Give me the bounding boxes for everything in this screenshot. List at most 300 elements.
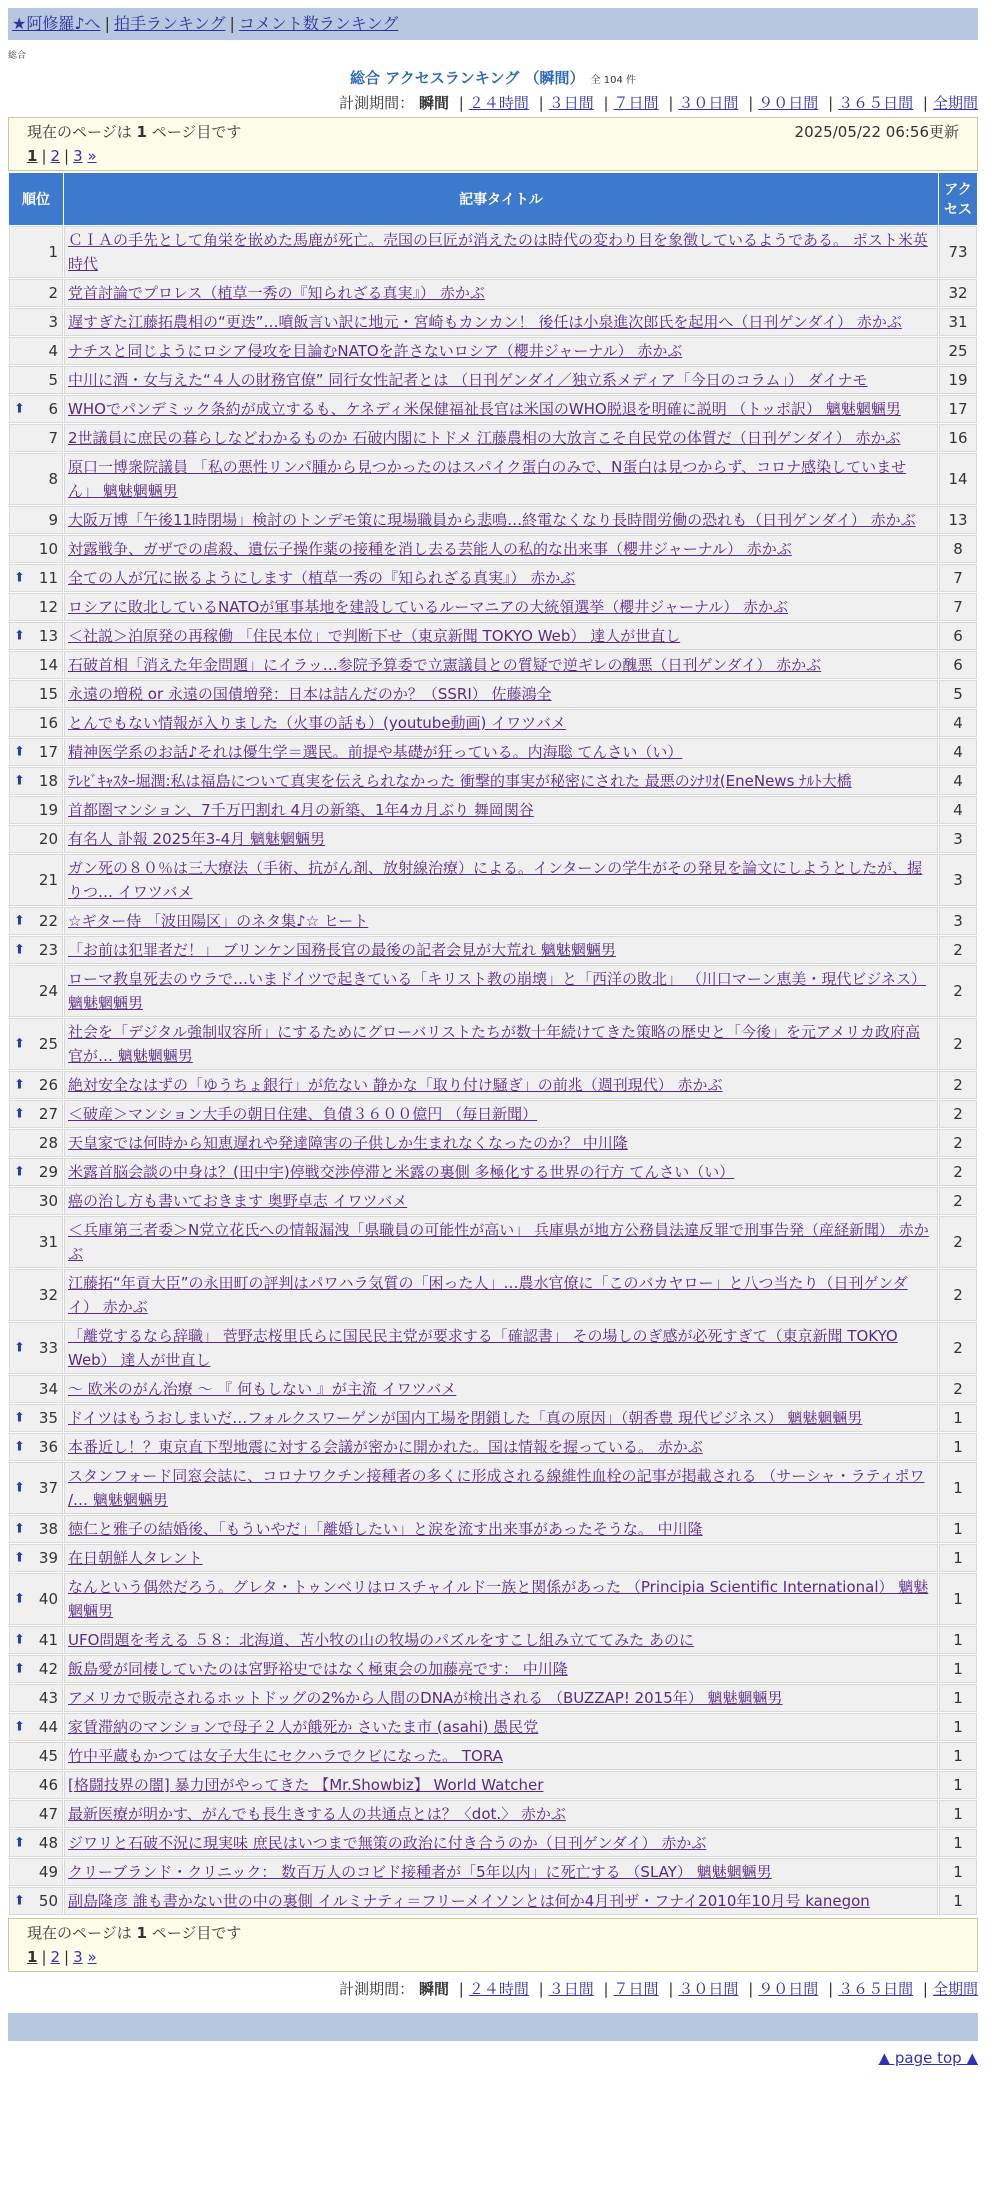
pager-page-2-bottom[interactable]: 2 xyxy=(50,1948,61,1966)
period-30d-link-bottom[interactable]: ３０日間 xyxy=(678,1980,739,1998)
updated-time: 2025/05/22 06:56更新 xyxy=(794,123,959,141)
article-link[interactable]: ローマ教皇死去のウラで…いまドイツで起きている「キリスト教の崩壊」と「西洋の敗北」 （川口マーン恵美・現代ビジネス） 魑魅魍魎男 xyxy=(68,970,926,1012)
page-title-row xyxy=(8,67,978,88)
rank-number: 28 xyxy=(38,1134,58,1152)
article-link[interactable]: アメリカで販売されるホットドッグの2%から人間のDNAが検出される （BUZZAP! 2015年） 魑魅魍魎男 xyxy=(68,1689,783,1707)
ranking-table xyxy=(8,172,978,1916)
ranking-row xyxy=(9,1100,977,1128)
ranking-row xyxy=(9,1158,977,1186)
ranking-row xyxy=(9,1269,977,1321)
access-count: 2 xyxy=(939,936,977,964)
rank-number: 7 xyxy=(48,429,58,447)
rank-cell xyxy=(9,1544,63,1572)
title-cell xyxy=(64,1800,938,1828)
ranking-row xyxy=(9,337,977,365)
rank-number: 10 xyxy=(38,540,58,558)
rank-number: 40 xyxy=(38,1590,58,1608)
article-link[interactable]: ＜破産＞マンション大手の朝日住建、負債３６００億円 （毎日新聞） xyxy=(68,1105,538,1123)
article-link[interactable]: ドイツはもうおしまいだ…フォルクスワーゲンが国内工場を閉鎖した「真の原因」（朝香豊 現代ビジネス） 魑魅魍魎男 xyxy=(68,1409,863,1427)
article-link[interactable]: 原口一博衆院議員 「私の悪性リンパ腫から見つかったのはスパイク蛋白のみで、N蛋白は見つからず、コロナ感染していません」 魑魅魍魎男 xyxy=(68,458,907,500)
access-count: 1 xyxy=(939,1713,977,1741)
rank-number: 1 xyxy=(48,243,58,261)
title-cell xyxy=(64,337,938,365)
title-cell xyxy=(64,1187,938,1215)
rank-number: 16 xyxy=(38,714,58,732)
article-link[interactable]: 竹中平蔵もかつては女子大生にセクハラでクビになった。 TORA xyxy=(68,1747,503,1765)
rank-cell xyxy=(9,1018,63,1070)
pager-page-3-bottom[interactable]: 3 xyxy=(73,1948,83,1966)
rank-number: 17 xyxy=(38,743,58,761)
rank-cell xyxy=(9,1158,63,1186)
title-cell xyxy=(64,279,938,307)
article-link[interactable]: 2世議員に庶民の暮らしなどわかるものか 石破内閣にトドメ 江藤農相の大放言こそ自民党の体質だ（日刊ゲンダイ） 赤かぶ xyxy=(68,429,901,447)
title-cell xyxy=(64,366,938,394)
access-count: 2 xyxy=(939,965,977,1017)
period-label: 計測期間： xyxy=(339,94,415,112)
ranking-row xyxy=(9,1375,977,1403)
ranking-row xyxy=(9,1829,977,1857)
article-link[interactable]: ～ 欧米のがん治療 ～ 『 何もしない 』が主流 イワツバメ xyxy=(68,1380,457,1398)
rank-cell xyxy=(9,395,63,423)
access-count: 2 xyxy=(939,1216,977,1268)
rank-cell xyxy=(9,651,63,679)
rank-up-arrow-icon: ⬆ xyxy=(14,628,25,644)
ranking-row xyxy=(9,593,977,621)
article-link[interactable]: 遅すぎた江藤拓農相の“更迭”…噴飯言い訳に地元・宮崎もカンカン！ 後任は小泉進次郎氏を起用へ（日刊ゲンダイ） 赤かぶ xyxy=(68,313,902,331)
period-365d-link[interactable]: ３６５日間 xyxy=(838,94,914,112)
access-count: 2 xyxy=(939,1187,977,1215)
article-link[interactable]: 米露首脳会談の中身は？(田中宇)停戦交渉停滞と米露の裏側 多極化する世界の行方 てんさい（い） xyxy=(68,1163,735,1181)
article-link[interactable]: ＜兵庫第三者委＞N党立花氏への情報漏洩「県職員の可能性が高い」 兵庫県が地方公務員法違反罪で刑事告発（産経新聞） 赤かぶ xyxy=(68,1221,929,1263)
rank-cell xyxy=(9,1684,63,1712)
ranking-row xyxy=(9,1626,977,1654)
rank-number: 22 xyxy=(38,912,58,930)
article-link[interactable]: 在日朝鮮人タレント xyxy=(68,1549,203,1567)
rank-cell xyxy=(9,564,63,592)
pager-next[interactable]: » xyxy=(87,147,97,165)
page-info-box-bottom xyxy=(8,1918,978,1972)
rank-number: 33 xyxy=(38,1339,58,1357)
ranking-row xyxy=(9,395,977,423)
rank-number: 14 xyxy=(38,656,58,674)
rank-cell xyxy=(9,1100,63,1128)
article-link[interactable]: スタンフォード同窓会誌に、コロナワクチン接種者の多くに形成される線維性血栓の記事が掲載される （サーシャ・ラティポワ /… 魑魅魍魎男 xyxy=(68,1467,925,1509)
rank-number: 20 xyxy=(38,830,58,848)
rank-number: 35 xyxy=(38,1409,58,1427)
rank-number: 25 xyxy=(38,1035,58,1053)
period-all-link[interactable]: 全期間 xyxy=(932,94,978,112)
ranking-row xyxy=(9,424,977,452)
title-cell xyxy=(64,1684,938,1712)
pager-next-bottom[interactable]: » xyxy=(87,1948,97,1966)
rank-number: 34 xyxy=(38,1380,58,1398)
article-link[interactable]: 対露戦争、ガザでの虐殺、遺伝子操作薬の接種を消し去る芸能人の私的な出来事（櫻井ジャーナル） 赤かぶ xyxy=(68,540,792,558)
title-cell xyxy=(64,535,938,563)
period-7d-link-bottom[interactable]: ７日間 xyxy=(613,1980,659,1998)
title-cell xyxy=(64,1713,938,1741)
rank-up-arrow-icon: ⬆ xyxy=(14,1164,25,1180)
title-cell xyxy=(64,564,938,592)
title-cell xyxy=(64,907,938,935)
ranking-row xyxy=(9,1655,977,1683)
article-link[interactable]: 江藤拓“年貢大臣”の永田町の評判はパワハラ気質の「困った人」…農水官僚に「このバカヤロー」と八つ当たり（日刊ゲンダイ） 赤かぶ xyxy=(68,1274,908,1316)
ranking-row xyxy=(9,506,977,534)
rank-cell xyxy=(9,796,63,824)
ranking-row xyxy=(9,1742,977,1770)
access-count: 7 xyxy=(939,564,977,592)
rank-cell xyxy=(9,226,63,278)
ranking-row xyxy=(9,651,977,679)
title-cell xyxy=(64,767,938,795)
access-count: 6 xyxy=(939,651,977,679)
access-count: 1 xyxy=(939,1515,977,1543)
article-link[interactable]: 中川に酒・女与えた“４人の財務官僚” 同行女性記者とは （日刊ゲンダイ／独立系メディア「今日のコラム」） ダイナモ xyxy=(68,371,868,389)
title-cell xyxy=(64,651,938,679)
rank-number: 19 xyxy=(38,801,58,819)
rank-cell xyxy=(9,279,63,307)
article-link[interactable]: 「離党するなら辞職」 菅野志桜里氏らに国民民主党が要求する「確認書」 その場しのぎ感が必死すぎて（東京新聞 TOKYO Web） 達人が世直し xyxy=(68,1327,898,1369)
page-top-link[interactable]: ▲ page top ▲ xyxy=(878,2049,978,2067)
access-count: 7 xyxy=(939,593,977,621)
pager-top: 1 | 2 | 3 » xyxy=(27,147,97,165)
ranking-row xyxy=(9,535,977,563)
title-cell xyxy=(64,1433,938,1461)
rank-cell xyxy=(9,1655,63,1683)
ranking-row xyxy=(9,366,977,394)
article-link[interactable]: 癌の治し方も書いておきます 奥野卓志 イワツバメ xyxy=(68,1192,408,1210)
article-link[interactable]: 首都圏マンション、7千万円割れ 4月の新築、1年4カ月ぶり 舞岡関谷 xyxy=(68,801,534,819)
rank-cell xyxy=(9,1462,63,1514)
ranking-row xyxy=(9,965,977,1017)
title-cell xyxy=(64,936,938,964)
title-cell xyxy=(64,622,938,650)
ranking-row xyxy=(9,796,977,824)
rank-cell xyxy=(9,593,63,621)
section-label: 総合 xyxy=(8,51,27,61)
rank-cell xyxy=(9,1375,63,1403)
rank-up-arrow-icon: ⬆ xyxy=(14,1719,25,1735)
ranking-row xyxy=(9,738,977,766)
title-cell xyxy=(64,506,938,534)
home-link[interactable]: ★阿修羅♪へ xyxy=(12,14,101,33)
rank-up-arrow-icon: ⬆ xyxy=(14,1077,25,1093)
rank-up-arrow-icon: ⬆ xyxy=(14,1340,25,1356)
rank-cell xyxy=(9,1858,63,1886)
article-link[interactable]: 大阪万博「午後11時閉場」検討のトンデモ策に現場職員から悲鳴…終電なくなり長時間労働の恐れも（日刊ゲンダイ） 赤かぶ xyxy=(68,511,916,529)
ranking-row xyxy=(9,564,977,592)
rank-number: 9 xyxy=(48,511,58,529)
rank-number: 42 xyxy=(38,1660,58,1678)
rank-up-arrow-icon: ⬆ xyxy=(14,1661,25,1677)
article-link[interactable]: 永遠の増税 or 永遠の国債増発：日本は詰んだのか？（SSRI） 佐藤鴻全 xyxy=(68,685,552,703)
rank-number: 26 xyxy=(38,1076,58,1094)
period-24h-link-bottom[interactable]: ２４時間 xyxy=(468,1980,529,1998)
ranking-row xyxy=(9,1887,977,1915)
article-link[interactable]: とんでもない情報が入りました（火事の話も）(youtube動画) イワツバメ xyxy=(68,714,566,732)
article-link[interactable]: 天皇家では何時から知恵遅れや発達障害の子供しか生まれなくなったのか？ 中川隆 xyxy=(68,1134,628,1152)
rank-cell xyxy=(9,1742,63,1770)
access-count: 1 xyxy=(939,1800,977,1828)
ranking-row xyxy=(9,1544,977,1572)
rank-header: 順位 xyxy=(9,173,63,225)
access-count: 1 xyxy=(939,1771,977,1799)
article-link[interactable]: 党首討論でプロレス（植草一秀の『知られざる真実』） 赤かぶ xyxy=(68,284,485,302)
rank-up-arrow-icon: ⬆ xyxy=(14,1550,25,1566)
title-cell xyxy=(64,1269,938,1321)
access-count: 3 xyxy=(939,907,977,935)
rank-cell xyxy=(9,366,63,394)
rank-number: 30 xyxy=(38,1192,58,1210)
rank-number: 31 xyxy=(38,1233,58,1251)
access-count: 1 xyxy=(939,1829,977,1857)
access-count: 1 xyxy=(939,1573,977,1625)
rank-number: 43 xyxy=(38,1689,58,1707)
rank-number: 12 xyxy=(38,598,58,616)
article-link[interactable]: なんという偶然だろう。グレタ・トゥンベリはロスチャイルド一族と関係があった （Principia Scientific International） 魑魅魍魎男 xyxy=(68,1578,929,1620)
article-link[interactable]: ＜社説＞泊原発の再稼働 「住民本位」で判断下せ（東京新聞 TOKYO Web） 達人が世直し xyxy=(68,627,681,645)
access-count: 14 xyxy=(939,453,977,505)
article-link[interactable]: UFO問題を考える ５８：北海道、苫小牧の山の牧場のパズルをすこし組み立ててみた あのに xyxy=(68,1631,694,1649)
article-link[interactable]: [格闘技界の闇] 暴力団がやってきた 【Mr.Showbiz】 World Watcher xyxy=(68,1776,544,1794)
ranking-row xyxy=(9,907,977,935)
period-3d-link-bottom[interactable]: ３日間 xyxy=(548,1980,594,1998)
rank-up-arrow-icon: ⬆ xyxy=(14,1439,25,1455)
access-count: 2 xyxy=(939,1100,977,1128)
rank-number: 24 xyxy=(38,982,58,1000)
page-info-box-top xyxy=(8,117,978,171)
rank-number: 50 xyxy=(38,1892,58,1910)
article-link[interactable]: 徳仁と雅子の結婚後、「もういやだ」「離婚したい」と涙を流す出来事があったそうな。 中川隆 xyxy=(68,1520,703,1538)
title-cell xyxy=(64,1100,938,1128)
rank-number: 11 xyxy=(38,569,58,587)
access-count: 32 xyxy=(939,279,977,307)
rank-cell xyxy=(9,738,63,766)
rank-number: 29 xyxy=(38,1163,58,1181)
ranking-row xyxy=(9,854,977,906)
access-count: 2 xyxy=(939,1129,977,1157)
title-cell xyxy=(64,1322,938,1374)
ranking-row xyxy=(9,1713,977,1741)
rank-number: 2 xyxy=(48,284,58,302)
ranking-row xyxy=(9,767,977,795)
access-count: 3 xyxy=(939,825,977,853)
title-cell xyxy=(64,1158,938,1186)
rank-number: 48 xyxy=(38,1834,58,1852)
access-count: 1 xyxy=(939,1404,977,1432)
access-count: 2 xyxy=(939,1018,977,1070)
article-link[interactable]: 全ての人が冗に嵌るようにします（植草一秀の『知られざる真実』） 赤かぶ xyxy=(68,569,576,587)
rank-number: 44 xyxy=(38,1718,58,1736)
access-count: 13 xyxy=(939,506,977,534)
rank-number: 36 xyxy=(38,1438,58,1456)
access-count: 4 xyxy=(939,796,977,824)
ranking-row xyxy=(9,1322,977,1374)
rank-up-arrow-icon: ⬆ xyxy=(14,773,25,789)
rank-up-arrow-icon: ⬆ xyxy=(14,913,25,929)
rank-up-arrow-icon: ⬆ xyxy=(14,1521,25,1537)
title-cell xyxy=(64,1462,938,1514)
access-count: 2 xyxy=(939,1071,977,1099)
rank-number: 47 xyxy=(38,1805,58,1823)
ranking-row xyxy=(9,453,977,505)
article-link[interactable]: ＣＩＡの手先として角栄を嵌めた馬鹿が死亡。売国の巨匠が消えたのは時代の変わり目を象徴しているようである。 ポスト米英時代 xyxy=(68,231,928,273)
rank-cell xyxy=(9,1800,63,1828)
access-count: 1 xyxy=(939,1626,977,1654)
ranking-row xyxy=(9,709,977,737)
rank-cell xyxy=(9,1129,63,1157)
article-link[interactable]: 精神医学系のお話♪それは優生学＝選民。前提や基礎が狂っている。内海聡 てんさい（い） xyxy=(68,743,683,761)
rank-number: 39 xyxy=(38,1549,58,1567)
article-link[interactable]: WHOでパンデミック条約が成立するも、ケネディ米保健福祉長官は米国のWHO脱退を明確に説明 （トッポ訳） 魑魅魍魎男 xyxy=(68,400,901,418)
period-current: 瞬間 xyxy=(418,94,449,112)
ranking-row xyxy=(9,1515,977,1543)
access-count: 1 xyxy=(939,1655,977,1683)
title-cell xyxy=(64,1515,938,1543)
article-link[interactable]: 絶対安全なはずの「ゆうちょ銀行」が危ない 静かな「取り付け騒ぎ」の前兆（週刊現代） 赤かぶ xyxy=(68,1076,723,1094)
title-cell xyxy=(64,1129,938,1157)
access-count: 4 xyxy=(939,709,977,737)
rank-cell xyxy=(9,424,63,452)
pager-current-page-bottom: 1 xyxy=(27,1948,38,1966)
current-page-text: 現在のページは 1 ページ目です xyxy=(27,123,242,141)
article-link[interactable]: 副島隆彦 誰も書かない世の中の裏側 イルミナティ＝フリーメイソンとは何か4月刊ザ・フナイ2010年10月号 kanegon xyxy=(68,1892,870,1910)
ranking-row xyxy=(9,1771,977,1799)
title-cell xyxy=(64,1771,938,1799)
ranking-row xyxy=(9,1216,977,1268)
title-cell xyxy=(64,1742,938,1770)
article-link[interactable]: 社会を「デジタル強制収容所」にするためにグローバリストたちが数十年続けてきた策略の歴史と「今後」を元アメリカ政府高官が… 魑魅魍魎男 xyxy=(68,1023,921,1065)
period-30d-link[interactable]: ３０日間 xyxy=(678,94,739,112)
access-count: 1 xyxy=(939,1742,977,1770)
rank-up-arrow-icon: ⬆ xyxy=(14,1591,25,1607)
rank-cell xyxy=(9,825,63,853)
rank-number: 23 xyxy=(38,941,58,959)
access-count: 5 xyxy=(939,680,977,708)
rank-number: 38 xyxy=(38,1520,58,1538)
title-cell xyxy=(64,1375,938,1403)
access-count: 3 xyxy=(939,854,977,906)
ranking-row xyxy=(9,1404,977,1432)
rank-up-arrow-icon: ⬆ xyxy=(14,570,25,586)
article-link[interactable]: ロシアに敗北しているNATOが軍事基地を建設しているルーマニアの大統領選挙（櫻井ジャーナル） 赤かぶ xyxy=(68,598,789,616)
article-link[interactable]: ジワリと石破不況に現実味 庶民はいつまで無策の政治に付き合うのか（日刊ゲンダイ） 赤かぶ xyxy=(68,1834,707,1852)
rank-cell xyxy=(9,622,63,650)
title-cell xyxy=(64,1404,938,1432)
title-header: 記事タイトル xyxy=(64,173,938,225)
ranking-row xyxy=(9,279,977,307)
rank-number: 13 xyxy=(38,627,58,645)
rank-number: 5 xyxy=(48,371,58,389)
period-90d-link[interactable]: ９０日間 xyxy=(758,94,819,112)
period-all-link-bottom[interactable]: 全期間 xyxy=(932,1980,978,1998)
pager-current-page: 1 xyxy=(27,147,38,165)
rank-cell xyxy=(9,1829,63,1857)
article-link[interactable]: ﾃﾚﾋﾞｷｬｽﾀｰ堀潤:私は福島について真実を伝えられなかった 衝撃的事実が秘密にされた 最悪のｼﾅﾘｵ(EneNews ﾅﾙﾄ大橋 xyxy=(68,772,852,790)
rank-cell xyxy=(9,1573,63,1625)
ranking-row xyxy=(9,936,977,964)
period-selector-bottom: 計測期間： 瞬間 | ２４時間 | ３日間 | ７日間 | ３０日間 | ９０日間 | ３６５日間 | 全期間 xyxy=(339,1980,978,1998)
access-count: 1 xyxy=(939,1858,977,1886)
article-link[interactable]: ナチスと同じようにロシア侵攻を目論むNATOを許さないロシア（櫻井ジャーナル） 赤かぶ xyxy=(68,342,683,360)
article-link[interactable]: 本番近し！？東京直下型地震に対する会議が密かに開かれた。国は情報を握っている。 赤かぶ xyxy=(68,1438,703,1456)
rank-up-arrow-icon: ⬆ xyxy=(14,1893,25,1909)
pager-page-2[interactable]: 2 xyxy=(50,147,61,165)
article-link[interactable]: ガン死の８０％は三大療法（手術、抗がん剤、放射線治療）による。インターンの学生がその発見を論文にしようとしたが、握りつ… イワツバメ xyxy=(68,859,923,901)
ranking-row xyxy=(9,226,977,278)
title-cell xyxy=(64,854,938,906)
title-cell xyxy=(64,308,938,336)
access-count: 17 xyxy=(939,395,977,423)
rank-cell xyxy=(9,767,63,795)
access-count: 16 xyxy=(939,424,977,452)
access-header: アクセス xyxy=(939,173,977,225)
title-cell xyxy=(64,1858,938,1886)
rank-cell xyxy=(9,709,63,737)
access-count: 19 xyxy=(939,366,977,394)
title-cell xyxy=(64,593,938,621)
rank-up-arrow-icon: ⬆ xyxy=(14,1632,25,1648)
period-selector-top: 計測期間： 瞬間 | ２４時間 | ３日間 | ７日間 | ３０日間 | ９０日間 | ３６５日間 | 全期間 xyxy=(339,94,978,112)
rank-cell xyxy=(9,308,63,336)
period-3d-link[interactable]: ３日間 xyxy=(548,94,594,112)
ranking-row xyxy=(9,1433,977,1461)
rank-cell xyxy=(9,965,63,1017)
rank-cell xyxy=(9,1515,63,1543)
access-count: 31 xyxy=(939,308,977,336)
period-7d-link[interactable]: ７日間 xyxy=(613,94,659,112)
article-link[interactable]: 最新医療が明かす、がんでも長生きする人の共通点とは？〈dot.〉 赤かぶ xyxy=(68,1805,566,1823)
rank-up-arrow-icon: ⬆ xyxy=(14,1835,25,1851)
rank-cell xyxy=(9,1887,63,1915)
item-count: 全 104 件 xyxy=(590,75,636,86)
period-24h-link[interactable]: ２４時間 xyxy=(468,94,529,112)
rank-cell xyxy=(9,453,63,505)
article-link[interactable]: 「お前は犯罪者だ！」 ブリンケン国務長官の最後の記者会見が大荒れ 魑魅魍魎男 xyxy=(68,941,616,959)
ranking-row xyxy=(9,1462,977,1514)
article-link[interactable]: クリーブランド・クリニック： 数百万人のコビド接種者が「5年以内」に死亡する （SLAY） 魑魅魍魎男 xyxy=(68,1863,772,1881)
title-cell xyxy=(64,226,938,278)
rank-cell xyxy=(9,907,63,935)
access-count: 6 xyxy=(939,622,977,650)
rank-cell xyxy=(9,854,63,906)
rank-number: 3 xyxy=(48,313,58,331)
rank-cell xyxy=(9,1626,63,1654)
applause-ranking-link[interactable]: 拍手ランキング xyxy=(113,14,226,33)
access-count: 25 xyxy=(939,337,977,365)
access-count: 2 xyxy=(939,1375,977,1403)
comment-ranking-link[interactable]: コメント数ランキング xyxy=(238,14,399,33)
article-link[interactable]: 飯島愛が同棲していたのは宮野裕史ではなく極東会の加藤亮です： 中川隆 xyxy=(68,1660,568,1678)
article-link[interactable]: 石破首相「消えた年金問題」にイラッ…参院予算委で立憲議員との質疑で逆ギレの醜悪（日刊ゲンダイ） 赤かぶ xyxy=(68,656,822,674)
article-link[interactable]: ☆ギター侍 「波田陽区」のネタ集♪☆ ヒート xyxy=(68,912,369,930)
rank-number: 45 xyxy=(38,1747,58,1765)
rank-up-arrow-icon: ⬆ xyxy=(14,1480,25,1496)
article-link[interactable]: 家賃滞納のマンションで母子２人が餓死か さいたま市 (asahi) 愚民党 xyxy=(68,1718,539,1736)
pager-bottom: 1 | 2 | 3 » xyxy=(27,1948,97,1966)
rank-cell xyxy=(9,1269,63,1321)
ranking-row xyxy=(9,1018,977,1070)
article-link[interactable]: 有名人 訃報 2025年3-4月 魑魅魍魎男 xyxy=(68,830,325,848)
title-cell xyxy=(64,738,938,766)
rank-cell xyxy=(9,337,63,365)
period-90d-link-bottom[interactable]: ９０日間 xyxy=(758,1980,819,1998)
title-cell xyxy=(64,1655,938,1683)
period-365d-link-bottom[interactable]: ３６５日間 xyxy=(838,1980,914,1998)
access-count: 1 xyxy=(939,1433,977,1461)
pager-page-3[interactable]: 3 xyxy=(73,147,83,165)
rank-number: 46 xyxy=(38,1776,58,1794)
rank-cell xyxy=(9,1322,63,1374)
